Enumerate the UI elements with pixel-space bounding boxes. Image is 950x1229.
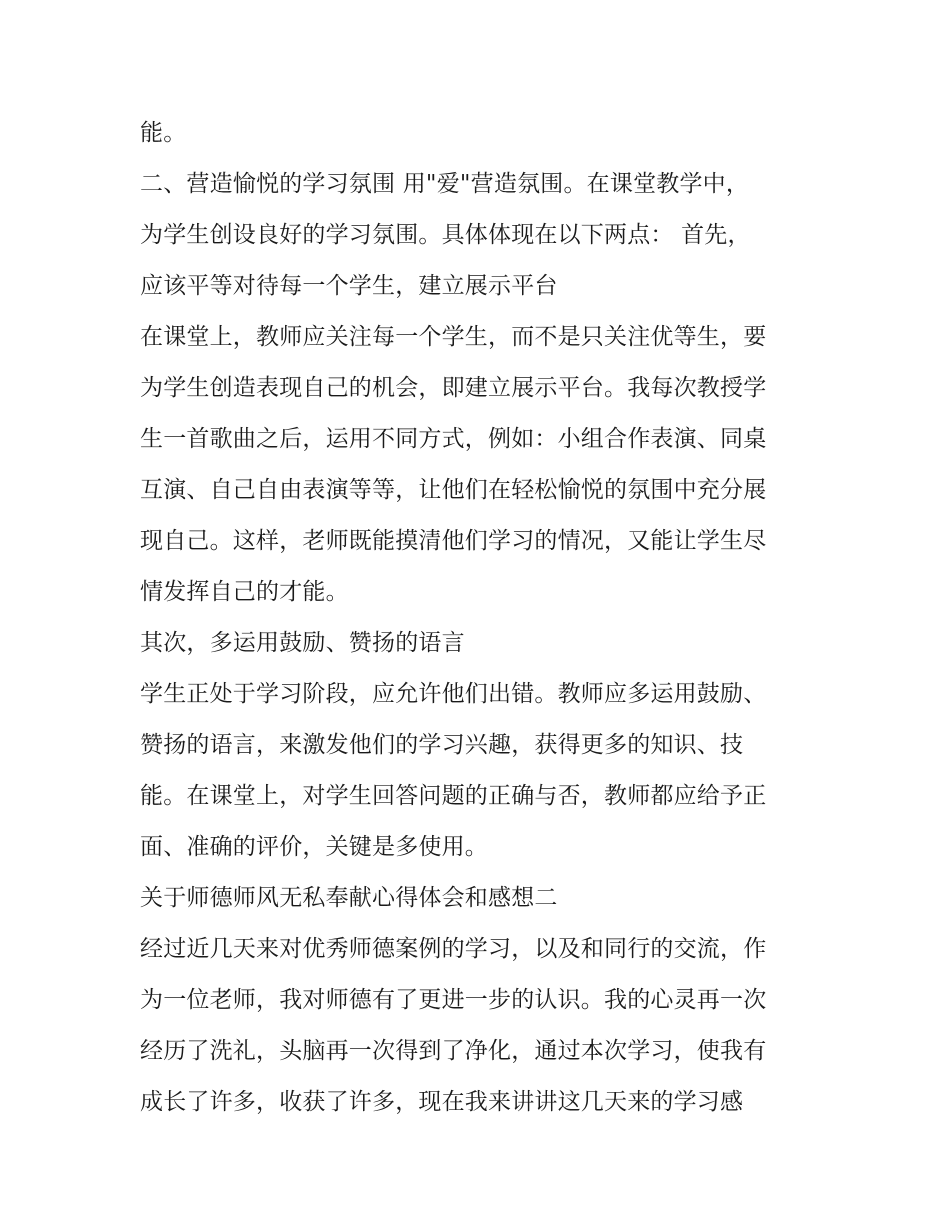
text-line: 能。	[140, 120, 187, 146]
text-line: 经过近几天来对优秀师德案例的学习，以及和同行的交流，作	[140, 936, 767, 962]
section-heading: 二、营造愉悦的学习氛围 用"爱"营造氛围。在课堂教学中，	[140, 171, 750, 197]
text-line: 应该平等对待每一个学生，建立展示平台	[140, 273, 558, 299]
text-line: 为一位老师，我对师德有了更进一步的认识。我的心灵再一次	[140, 987, 767, 1013]
text-line: 赞扬的语言，来激发他们的学习兴趣，获得更多的知识、技	[140, 732, 744, 758]
text-line: 生一首歌曲之后，运用不同方式，例如：小组合作表演、同桌	[140, 426, 767, 452]
text-line: 经历了洗礼，头脑再一次得到了净化，通过本次学习，使我有	[140, 1038, 767, 1064]
text-line: 现自己。这样，老师既能摸清他们学习的情况，又能让学生尽	[140, 528, 767, 554]
text-line: 互演、自己自由表演等等，让他们在轻松愉悦的氛围中充分展	[140, 477, 767, 503]
text-line: 面、准确的评价，关键是多使用。	[140, 834, 488, 860]
text-line: 能。在课堂上，对学生回答问题的正确与否，教师都应给予正	[140, 783, 767, 809]
text-line: 为学生创造表现自己的机会，即建立展示平台。我每次教授学	[140, 375, 767, 401]
text-line: 在课堂上，教师应关注每一个学生，而不是只关注优等生，要	[140, 324, 767, 350]
article-title: 关于师德师风无私奉献心得体会和感想二	[140, 885, 558, 911]
text-line: 学生正处于学习阶段，应允许他们出错。教师应多运用鼓励、	[140, 681, 767, 707]
text-line: 为学生创设良好的学习氛围。具体体现在以下两点： 首先，	[140, 222, 751, 248]
document-body	[140, 108, 820, 1128]
subheading: 其次，多运用鼓励、赞扬的语言	[140, 630, 465, 656]
text-line: 情发挥自己的才能。	[140, 579, 349, 605]
text-line: 成长了许多，收获了许多，现在我来讲讲这几天来的学习感	[140, 1089, 744, 1115]
